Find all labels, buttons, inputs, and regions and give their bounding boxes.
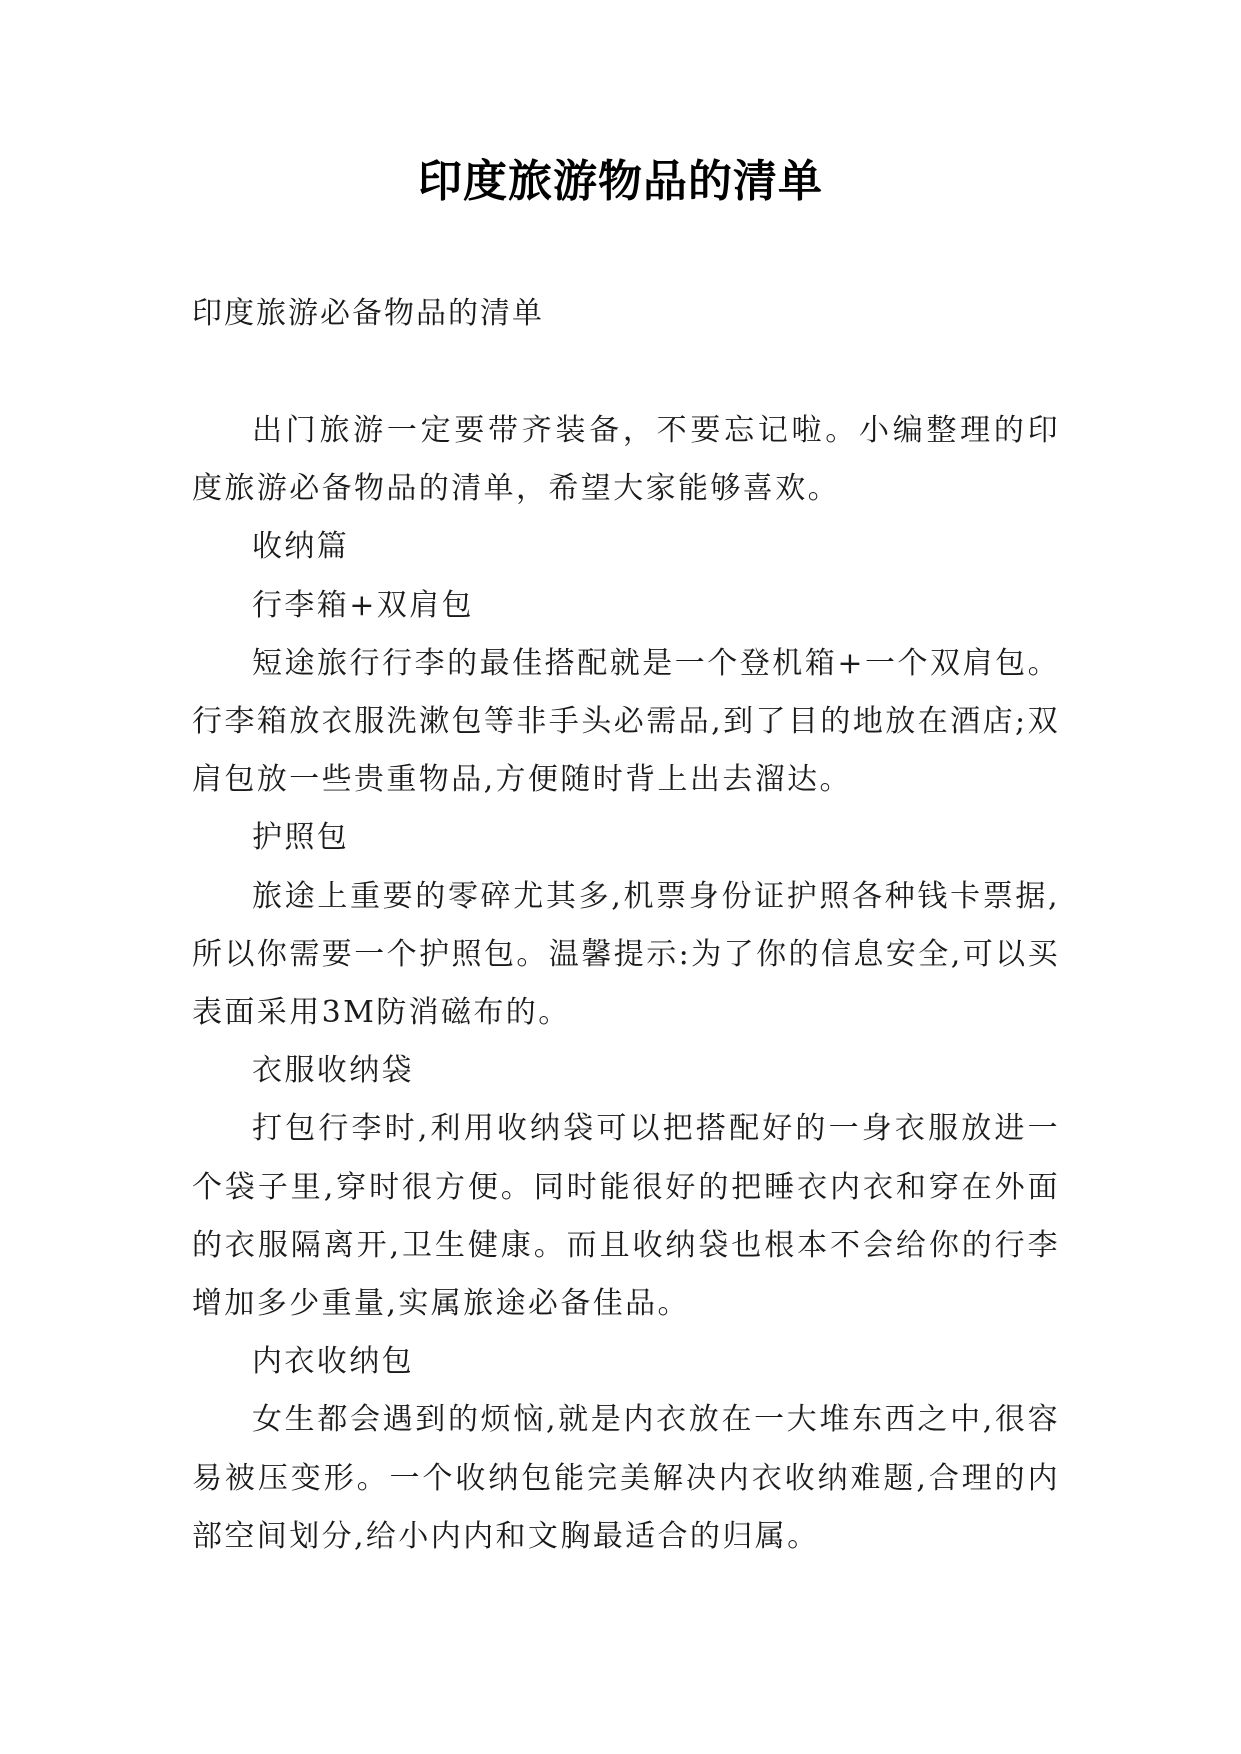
document-title: 印度旅游物品的清单 xyxy=(418,156,823,207)
item-heading-passport-bag: 护照包 xyxy=(252,820,350,856)
paragraph-clothes-bag: 打包行李时,利用收纳袋可以把搭配好的一身衣服放进一个袋子里,穿时很方便。同时能很好的把睡衣内衣和穿在外面的衣服隔离开,卫生健康。而且收纳袋也根本不会给你的行李增加多少重量,实属旅途必备佳品。 xyxy=(192,1111,1060,1322)
section-heading-storage: 收纳篇 xyxy=(252,529,350,565)
paragraph-luggage-backpack: 短途旅行行李的最佳搭配就是一个登机箱+一个双肩包。行李箱放衣服洗漱包等非手头必需品,到了目的地放在酒店;双肩包放一些贵重物品,方便随时背上出去溜达。 xyxy=(192,645,1060,798)
document-body xyxy=(192,402,1060,1566)
paragraph-underwear-bag: 女生都会遇到的烦恼,就是内衣放在一大堆东西之中,很容易被压变形。一个收纳包能完美解决内衣收纳难题,合理的内部空间划分,给小内内和文胸最适合的归属。 xyxy=(192,1402,1060,1554)
item-heading-clothes-bag: 衣服收纳袋 xyxy=(252,1053,414,1089)
item-heading-underwear-bag: 内衣收纳包 xyxy=(252,1344,414,1380)
item-heading-luggage-backpack: 行李箱+双肩包 xyxy=(252,587,474,623)
paragraph-passport-bag: 旅途上重要的零碎尤其多,机票身份证护照各种钱卡票据,所以你需要一个护照包。温馨提示:为了你的信息安全,可以买表面采用3M防消磁布的。 xyxy=(192,878,1060,1031)
paragraph-intro: 出门旅游一定要带齐装备，不要忘记啦。小编整理的印度旅游必备物品的清单，希望大家能够喜欢。 xyxy=(192,413,1060,507)
document-subtitle: 印度旅游必备物品的清单 xyxy=(192,296,544,331)
